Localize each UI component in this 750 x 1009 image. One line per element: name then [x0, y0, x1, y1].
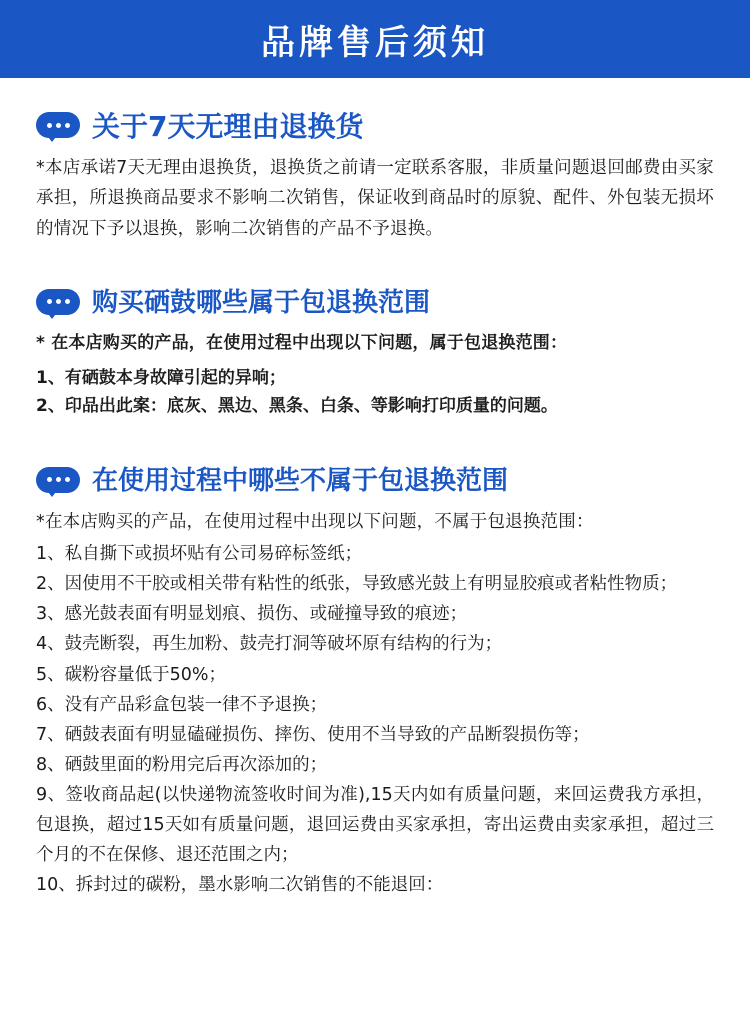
list-item: 10、拆封过的碳粉，墨水影响二次销售的不能退回： [36, 875, 444, 896]
section-title: 购买硒鼓哪些属于包退换范围 [92, 288, 431, 319]
list-item: 1、有硒鼓本身故障引起的异响； [36, 368, 286, 389]
speech-bubble-icon [36, 289, 80, 319]
section-covered-scope [36, 289, 714, 421]
covered-items-list [36, 364, 714, 420]
list-item: 2、印品出此案：底灰、黑边、黑条、白条、等影响打印质量的问题。 [36, 396, 558, 417]
section-header [36, 289, 714, 319]
list-item: 4、鼓壳断裂，再生加粉、鼓壳打洞等破坏原有结构的行为； [36, 634, 503, 655]
list-item: 7、硒鼓表面有明显磕碰损伤、摔伤、使用不当导致的产品断裂损伤等； [36, 724, 590, 745]
list-item: 9、签收商品起(以快递物流签收时间为准),15天内如有质量问题，来回运费我方承担，包退换，超过15天如有质量问题，退回运费由买家承担，寄出运费由卖家承担，超过三个月的不在保修、退还范围之内； [36, 784, 714, 866]
section-intro: * 在本店购买的产品，在使用过程中出现以下问题，属于包退换范围： [36, 332, 568, 353]
section-no-reason-return [36, 112, 714, 245]
page-banner [0, 0, 750, 78]
section-intro: *在本店购买的产品，在使用过程中出现以下问题，不属于包退换范围： [36, 511, 594, 532]
list-item: 3、感光鼓表面有明显划痕、损伤、或碰撞导致的痕迹； [36, 604, 468, 625]
list-item: 2、因使用不干胶或相关带有粘性的纸张，导致感光鼓上有明显胶痕或者粘性物质； [36, 574, 678, 595]
list-item: 8、硒鼓里面的粉用完后再次添加的； [36, 754, 328, 775]
section-excluded-scope [36, 467, 714, 901]
list-item: 6、没有产品彩盒包装一律不予退换； [36, 694, 328, 715]
speech-bubble-icon [36, 467, 80, 497]
page-title: 品牌售后须知 [261, 22, 489, 63]
list-item: 5、碳粉容量低于50%； [36, 664, 227, 685]
speech-bubble-icon [36, 112, 80, 142]
section-header [36, 467, 714, 497]
section-title: 在使用过程中哪些不属于包退换范围 [92, 466, 509, 497]
section-paragraph: *本店承诺7天无理由退换货，退换货之前请一定联系客服，非质量问题退回邮费由买家承担，所退换商品要求不影响二次销售，保证收到商品时的原貌、配件、外包装无损坏的情况下予以退换，影响二次销售的产品不予退换。 [36, 157, 714, 240]
excluded-items-list [36, 539, 714, 900]
list-item: 1、私自撕下或损坏贴有公司易碎标签纸； [36, 544, 363, 565]
content-area [0, 112, 750, 900]
section-title: 关于7天无理由退换货 [92, 110, 364, 143]
section-header [36, 112, 714, 143]
